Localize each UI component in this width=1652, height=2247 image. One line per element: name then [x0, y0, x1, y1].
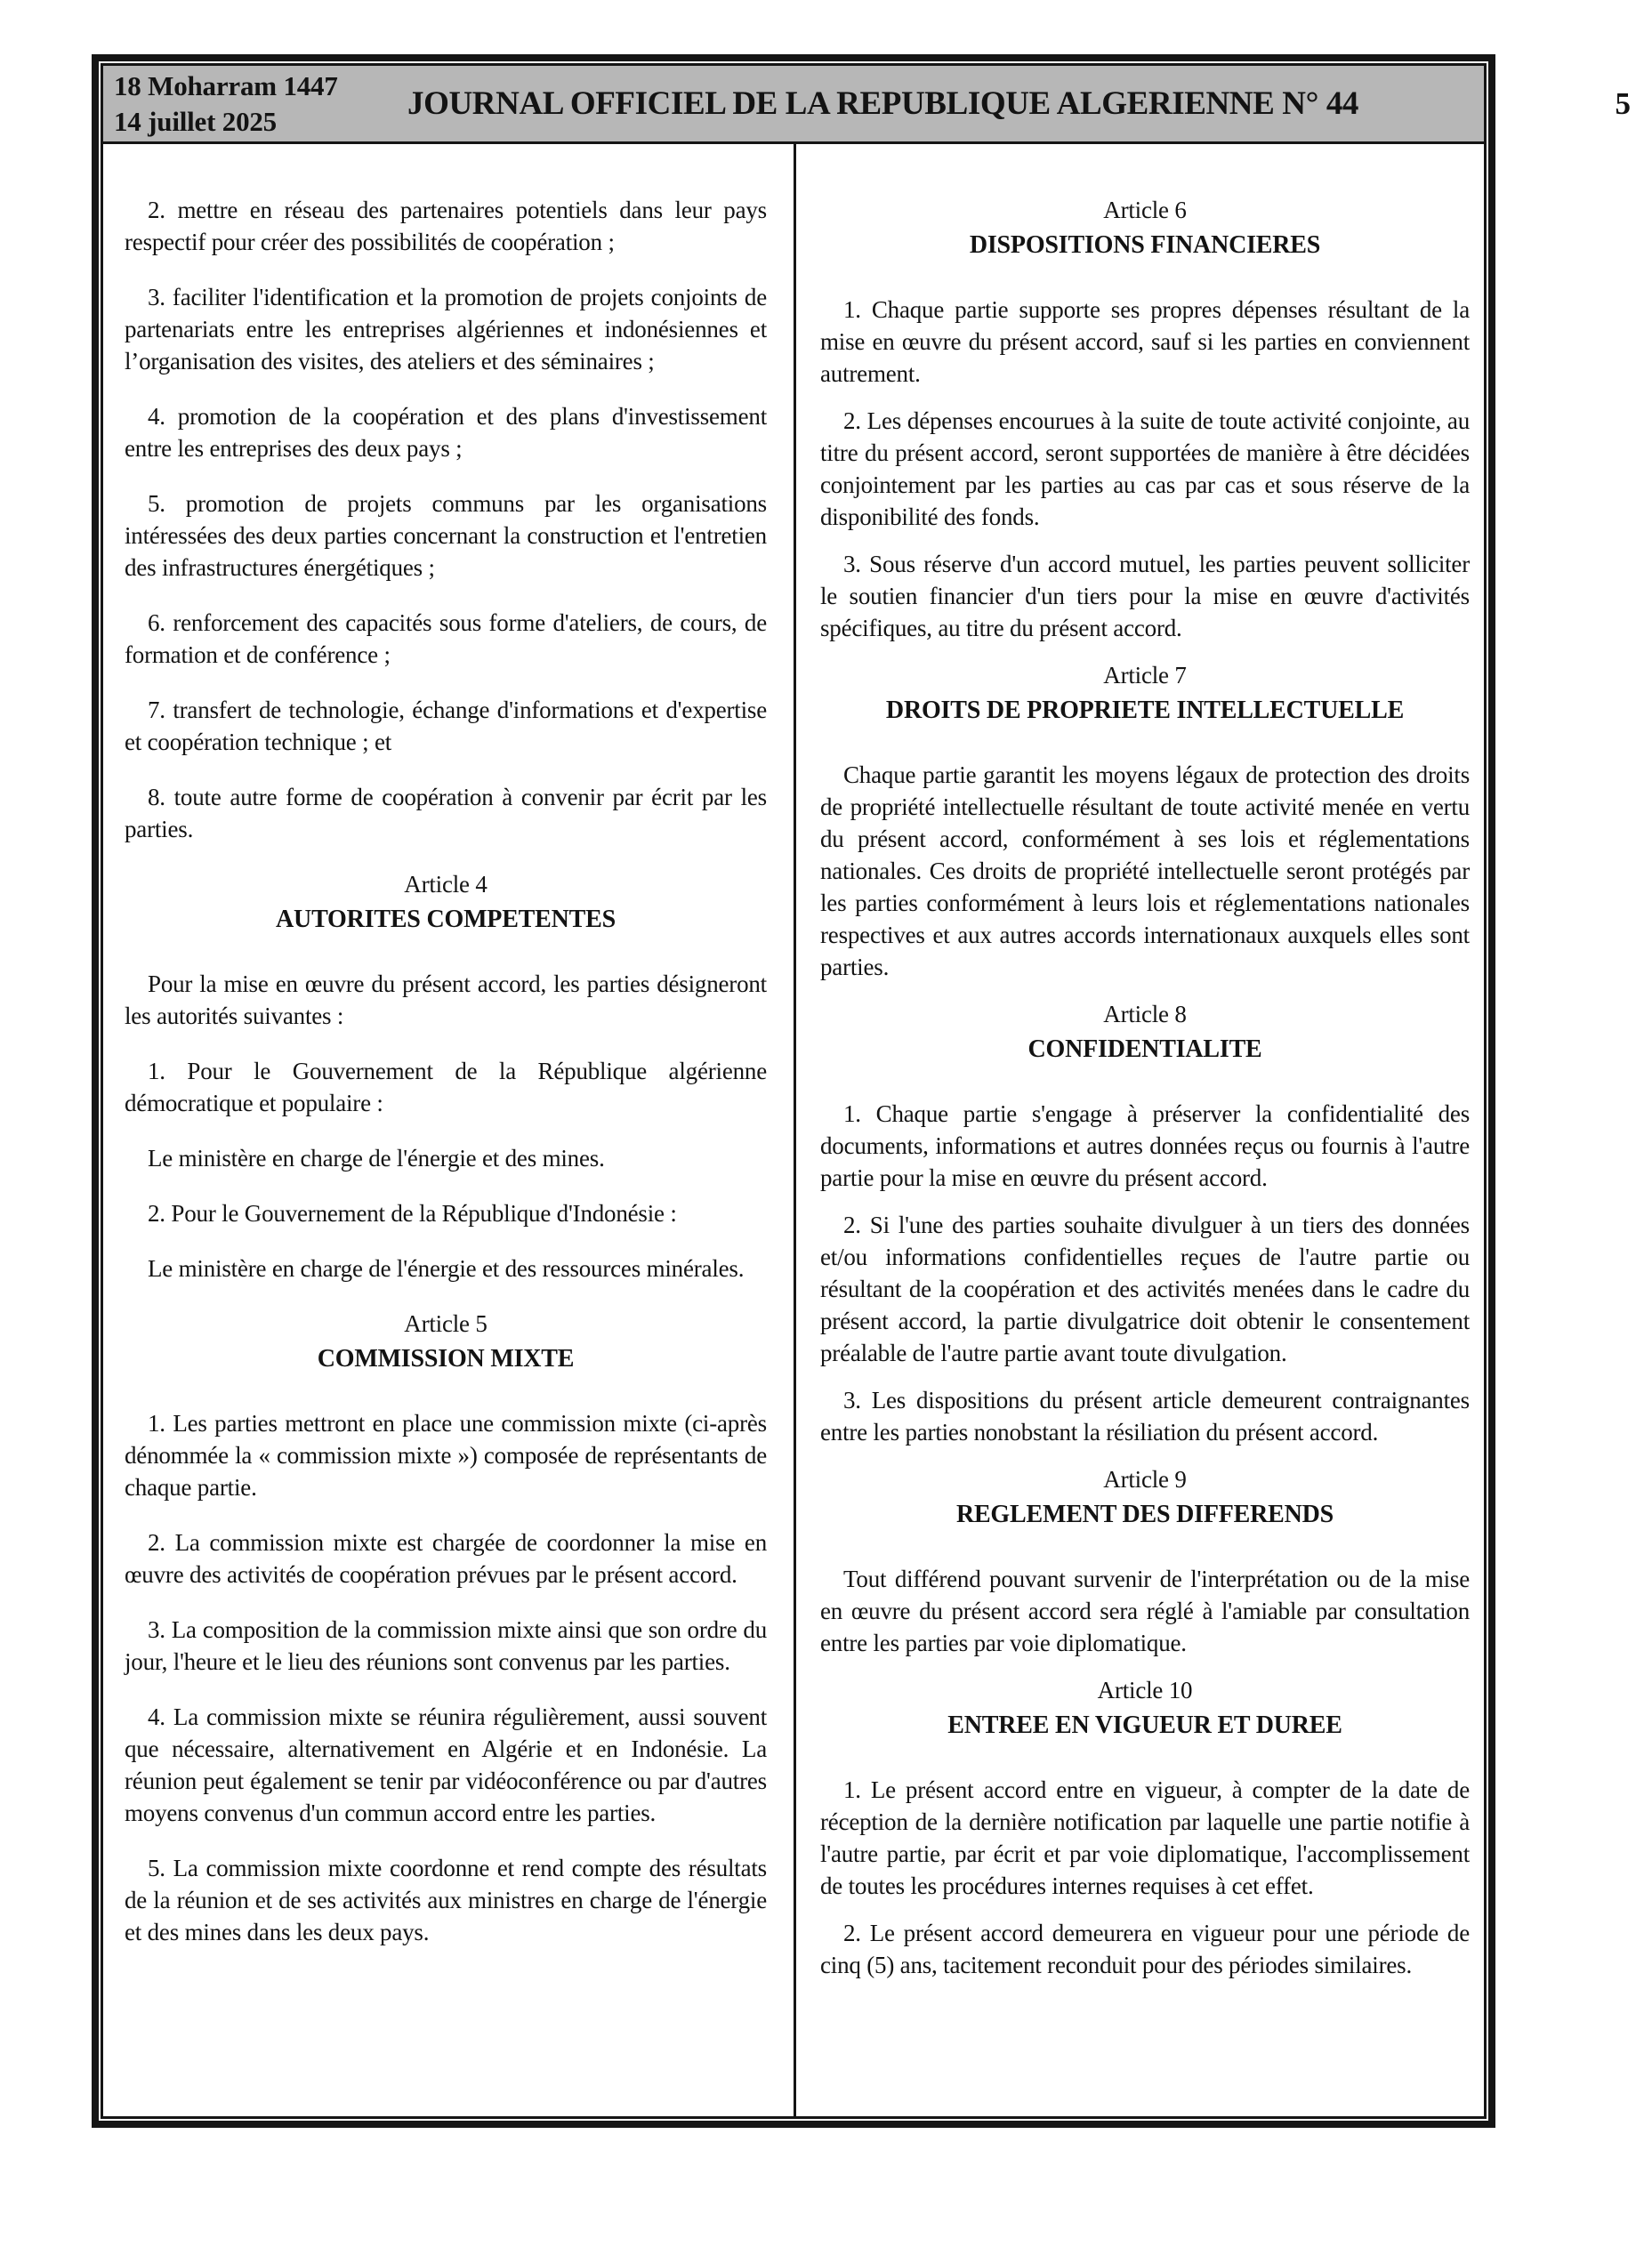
paragraph: 6. renforcement des capacités sous forme d'ateliers, de cours, de formation et de conférence ;: [125, 609, 767, 668]
page-header: [103, 66, 1632, 144]
paragraph: 8. toute autre forme de coopération à convenir par écrit par les parties.: [125, 784, 767, 842]
date-hijri: 18 Moharram 1447: [114, 69, 338, 101]
paragraph: Tout différend pouvant survenir de l'interprétation ou de la mise en œuvre du présent accord sera réglé à l'amiable par consultation entre les parties par voie diplomatique.: [820, 1566, 1470, 1656]
article-heading: Article 5: [404, 1310, 488, 1337]
page-number: 5: [1615, 85, 1632, 121]
paragraph: 2. mettre en réseau des partenaires potentiels dans leur pays respectif pour créer des possibilités de coopération ;: [125, 197, 767, 255]
paragraph: 2. Pour le Gouvernement de la République d'Indonésie :: [148, 1200, 677, 1227]
paragraph: 1. Chaque partie supporte ses propres dépenses résultant de la mise en œuvre du présent accord, sauf si les parties en conviennent autrement.: [820, 296, 1470, 387]
paragraph: Chaque partie garantit les moyens légaux de protection des droits de propriété intellectuelle résultant de toute activité menée en vertu du présent accord, conformément à ses lois et réglementations nationales. Ces droits de propriété intellectuelle seront protégés par les parties conformément à leurs lois et réglementations nationales respectives et aux autres accords internationaux auxquels elles sont parties.: [820, 761, 1470, 980]
right-column: [794, 144, 1484, 2116]
paragraph: 5. La commission mixte coordonne et rend compte des résultats de la réunion et de ses activités aux ministres en charge de l'énergie et des mines dans les deux pays.: [125, 1855, 767, 1945]
article-title: AUTORITES COMPETENTES: [276, 906, 616, 933]
paragraph: 5. promotion de projets communs par les organisations intéressées des deux parties concernant la construction et l'entretien des infrastructures énergétiques ;: [125, 490, 767, 581]
article-heading: Article 6: [1103, 197, 1187, 223]
article-title: CONFIDENTIALITE: [1027, 1035, 1262, 1063]
paragraph: 7. transfert de technologie, échange d'informations et d'expertise et coopération technique ; et: [125, 697, 767, 755]
paragraph: 1. Le présent accord entre en vigueur, à compter de la date de réception de la dernière notification par laquelle une partie notifie à l'autre partie, par écrit et par voie diplomatique, l'accomplissement de toutes les procédures internes requises à cet effet.: [820, 1776, 1470, 1899]
paragraph: 1. Les parties mettront en place une commission mixte (ci-après dénommée la « commission mixte ») composée de représentants de chaque partie.: [125, 1410, 767, 1501]
journal-title: JOURNAL OFFICIEL DE LA REPUBLIQUE ALGERIENNE N° 44: [407, 85, 1359, 122]
paragraph: 2. La commission mixte est chargée de coordonner la mise en œuvre des activités de coopération prévues par le présent accord.: [125, 1529, 767, 1588]
article-title: ENTREE EN VIGUEUR ET DUREE: [947, 1711, 1342, 1739]
paragraph: Le ministère en charge de l'énergie et des ressources minérales.: [148, 1255, 745, 1282]
paragraph: Pour la mise en œuvre du présent accord, les parties désigneront les autorités suivantes :: [125, 970, 767, 1029]
paragraph: Le ministère en charge de l'énergie et des mines.: [148, 1145, 605, 1172]
article-title: DROITS DE PROPRIETE INTELLECTUELLE: [885, 697, 1405, 724]
paragraph: 4. La commission mixte se réunira régulièrement, aussi souvent que nécessaire, alternativement en Algérie et en Indonésie. La réunion peut également se tenir par vidéoconférence ou par d'autres moyens convenus d'un commun accord entre les parties.: [125, 1703, 767, 1826]
paragraph: 3. Les dispositions du présent article demeurent contraignantes entre les parties nonobstant la résiliation du présent accord.: [820, 1387, 1470, 1446]
article-heading: Article 7: [1103, 662, 1187, 689]
paragraph: 4. promotion de la coopération et des plans d'investissement entre les entreprises des deux pays ;: [125, 403, 767, 462]
article-title: DISPOSITIONS FINANCIERES: [969, 231, 1321, 259]
paragraph: 3. Sous réserve d'un accord mutuel, les parties peuvent solliciter le soutien financier d'un tiers pour la mise en œuvre d'activités spécifiques, au titre du présent accord.: [820, 551, 1470, 641]
paragraph: 3. faciliter l'identification et la promotion de projets conjoints de partenariats entre les entreprises algériennes et indonésiennes et l’organisation des visites, des ateliers et des séminaires ;: [125, 284, 767, 374]
journal-page: [92, 54, 1632, 2128]
paragraph: 3. La composition de la commission mixte ainsi que son ordre du jour, l'heure et le lieu des réunions sont convenus par les parties.: [125, 1616, 767, 1675]
page-content: [103, 144, 1484, 2116]
article-heading: Article 10: [1097, 1677, 1193, 1703]
paragraph: 2. Le présent accord demeurera en vigueur pour une période de cinq (5) ans, tacitement reconduit pour des périodes similaires.: [820, 1920, 1470, 1978]
article-title: COMMISSION MIXTE: [317, 1345, 575, 1373]
article-heading: Article 8: [1103, 1001, 1187, 1027]
date-gregorian: 14 juillet 2025: [114, 105, 277, 137]
paragraph: 1. Chaque partie s'engage à préserver la confidentialité des documents, informations et autres données reçus ou fournis à l'autre partie pour la mise en œuvre du présent accord.: [820, 1100, 1470, 1191]
article-title: REGLEMENT DES DIFFERENDS: [955, 1501, 1334, 1528]
page-inner-frame: [101, 63, 1632, 2119]
paragraph: 2. Si l'une des parties souhaite divulguer à un tiers des données et/ou informations confidentielles reçues de l'autre partie ou résultant de la coopération et des activités menées dans le cadre du présent accord, la partie divulgatrice doit obtenir le consentement préalable de l'autre partie avant toute divulgation.: [820, 1212, 1470, 1366]
header-dates: [103, 68, 407, 140]
paragraph: 2. Les dépenses encourues à la suite de toute activité conjointe, au titre du présent accord, seront supportées de manière à être décidées conjointement par les parties au cas par cas et sous réserve de la disponibilité des fonds.: [820, 407, 1470, 530]
left-column: [103, 144, 794, 2116]
article-heading: Article 4: [404, 871, 488, 898]
paragraph: 1. Pour le Gouvernement de la République algérienne démocratique et populaire :: [125, 1058, 767, 1116]
article-heading: Article 9: [1103, 1466, 1187, 1493]
